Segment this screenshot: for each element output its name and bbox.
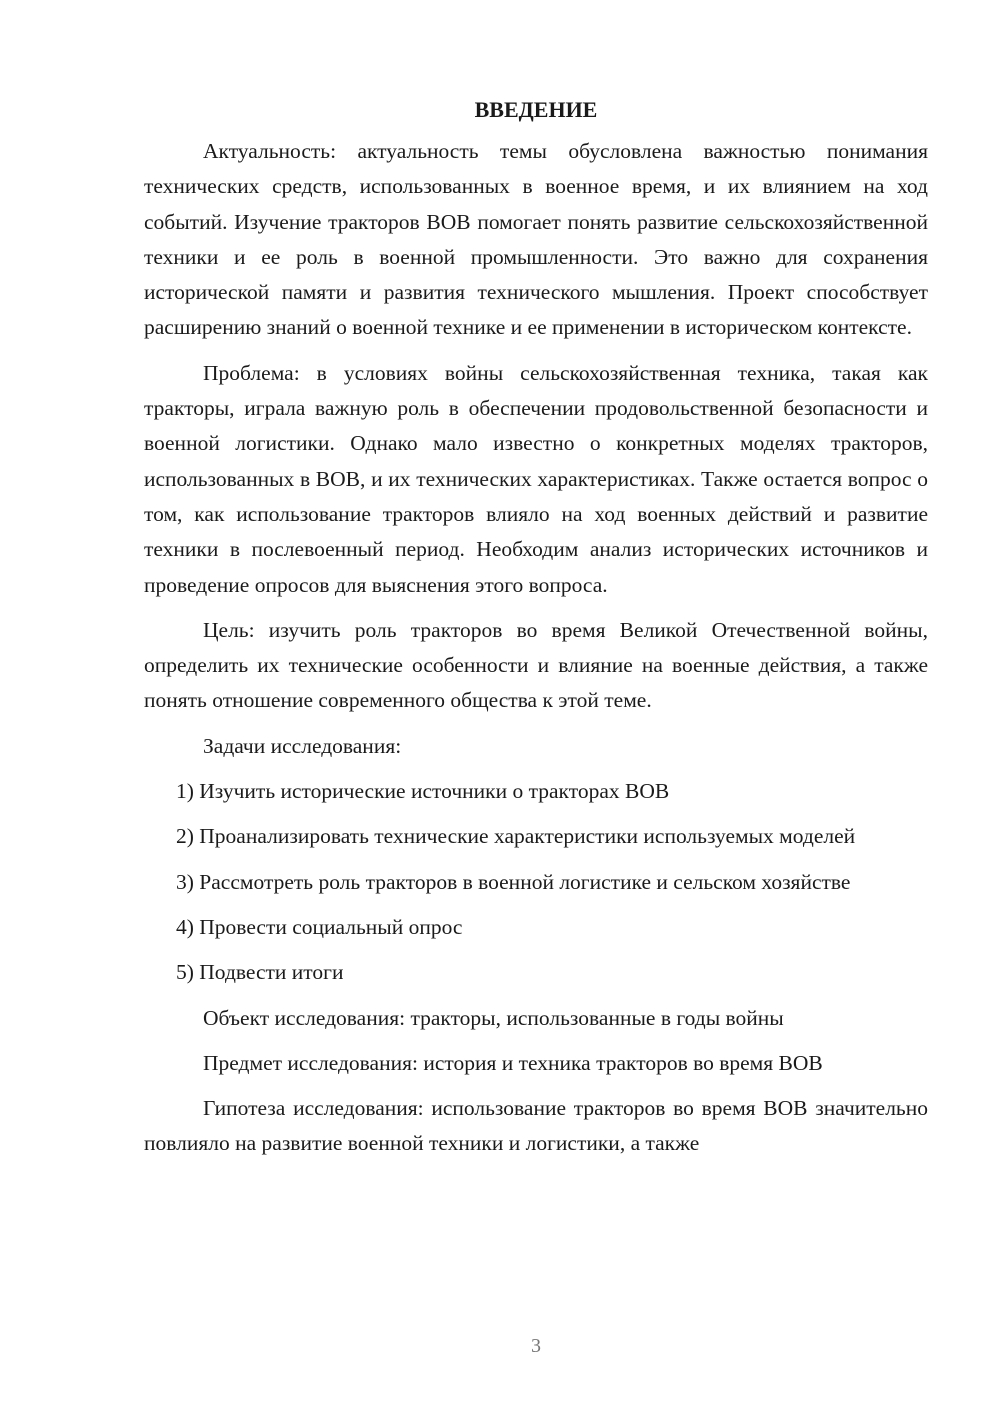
task-item-4: 4) Провести социальный опрос <box>176 914 463 939</box>
page-number: 3 <box>531 1335 541 1357</box>
paragraph-object: Объект исследования: тракторы, использованные в годы войны <box>203 1005 784 1030</box>
task-item-3: 3) Рассмотреть роль тракторов в военной логистике и сельском хозяйстве <box>176 869 851 894</box>
document-page <box>144 92 928 1162</box>
task-item-2: 2) Проанализировать технические характеристики используемых моделей <box>176 824 856 849</box>
paragraph-problem: Проблема: в условиях войны сельскохозяйственная техника, такая как тракторы, играла важную роль в обеспечении продовольственной безопасности и военной логистики. Однако мало известно о конкретных моделях тракторов, использованных в ВОВ, и их технических характеристиках. Также остается вопрос о том, как использование тракторов влияло на ход военных действий и развитие техники в послевоенный период. Необходим анализ исторических источников и проведение опросов для выяснения этого вопроса. <box>144 360 928 597</box>
paragraph-hypothesis: Гипотеза исследования: использование тракторов во время ВОВ значительно повлияло на развитие военной техники и логистики, а также <box>144 1096 928 1156</box>
paragraph-goal: Цель: изучить роль тракторов во время Великой Отечественной войны, определить их технические особенности и влияние на военные действия, а также понять отношение современного общества к этой теме. <box>144 617 928 713</box>
section-title: ВВЕДЕНИЕ <box>474 97 598 122</box>
paragraph-subject: Предмет исследования: история и техника тракторов во время ВОВ <box>203 1050 823 1075</box>
task-item-5: 5) Подвести итоги <box>176 960 344 985</box>
paragraph-relevance: Актуальность: актуальность темы обусловлена важностью понимания технических средств, использованных в военное время, и их влиянием на ход событий. Изучение тракторов ВОВ помогает понять развитие сельскохозяйственной техники и ее роль в военной промышленности. Это важно для сохранения исторической памяти и развития технического мышления. Проект способствует расширению знаний о военной технике и ее применении в историческом контексте. <box>144 139 928 340</box>
task-item-1: 1) Изучить исторические источники о тракторах ВОВ <box>176 779 670 804</box>
paragraph-tasks-heading: Задачи исследования: <box>203 733 402 758</box>
